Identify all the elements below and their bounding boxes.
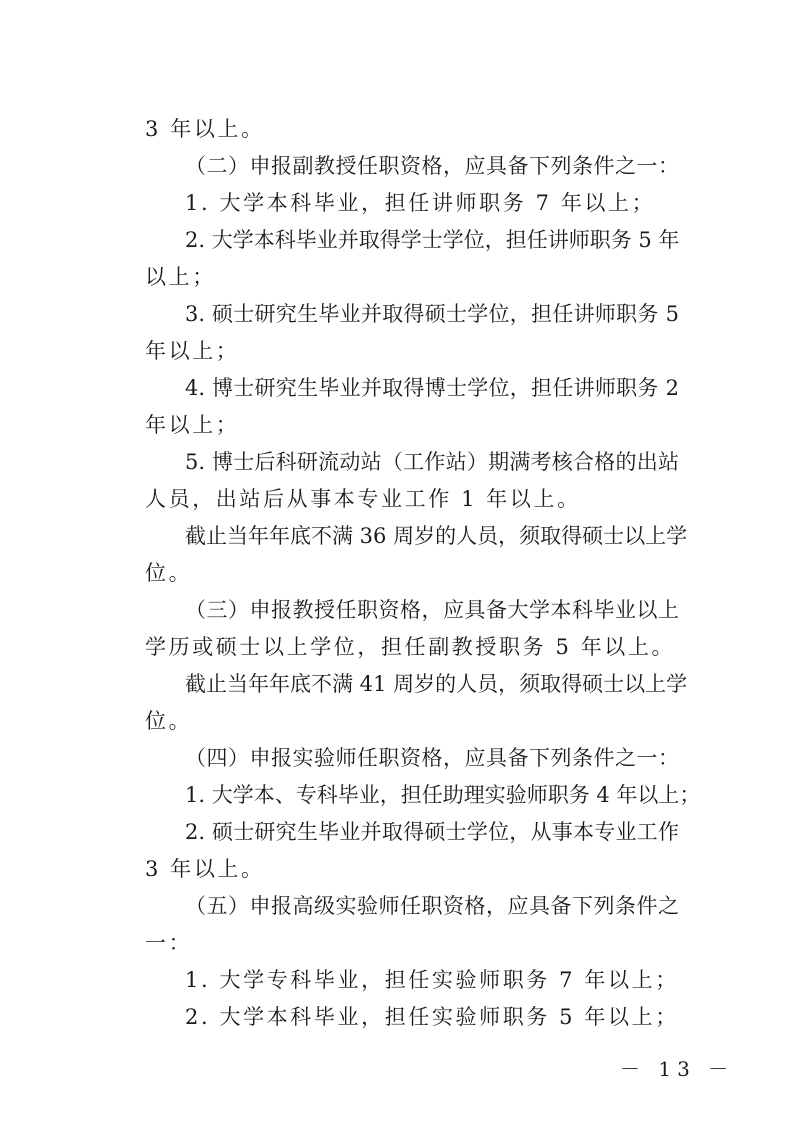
paragraph-line: 截止当年年底不满 36 周岁的人员，须取得硕士以上学 [185, 524, 688, 548]
list-item: 5. 博士后科研流动站（工作站）期满考核合格的出站 [185, 450, 679, 474]
section-heading-4: （四）申报实验师任职资格，应具备下列条件之一： [185, 746, 679, 770]
text-line: 位。 [145, 561, 193, 585]
text-line: 年以上； [145, 339, 240, 363]
list-item: 2. 大学本科毕业，担任实验师职务 5 年以上； [185, 1005, 679, 1029]
text-line: 3 年以上。 [145, 117, 265, 141]
list-item: 3. 硕士研究生毕业并取得硕士学位，担任讲师职务 5 [185, 302, 679, 326]
text-line: 人员，出站后从事本专业工作 1 年以上。 [145, 487, 581, 511]
list-item: 2. 大学本科毕业并取得学士学位，担任讲师职务 5 年 [185, 228, 680, 252]
text-line: 年以上； [145, 413, 240, 437]
text-line: 学历或硕士以上学位，担任副教授职务 5 年以上。 [145, 635, 676, 659]
list-item: 2. 硕士研究生毕业并取得硕士学位，从事本专业工作 [185, 820, 679, 844]
text-line: 以上； [145, 265, 216, 289]
page-number: － 13 － [620, 1057, 735, 1081]
text-line: 位。 [145, 709, 193, 733]
list-item: 4. 博士研究生毕业并取得博士学位，担任讲师职务 2 [185, 376, 679, 400]
text-line: 一： [145, 931, 193, 955]
section-heading-2: （二）申报副教授任职资格，应具备下列条件之一： [185, 154, 679, 178]
paragraph-line: 截止当年年底不满 41 周岁的人员，须取得硕士以上学 [185, 672, 688, 696]
section-heading-5: （五）申报高级实验师任职资格，应具备下列条件之 [185, 894, 679, 918]
list-item: 1. 大学本科毕业，担任讲师职务 7 年以上； [185, 191, 656, 215]
text-line: 3 年以上。 [145, 857, 265, 881]
list-item: 1. 大学专科毕业，担任实验师职务 7 年以上； [185, 968, 679, 992]
list-item: 1. 大学本、专科毕业，担任助理实验师职务 4 年以上； [185, 783, 701, 807]
section-heading-3: （三）申报教授任职资格，应具备大学本科毕业以上 [185, 598, 679, 622]
